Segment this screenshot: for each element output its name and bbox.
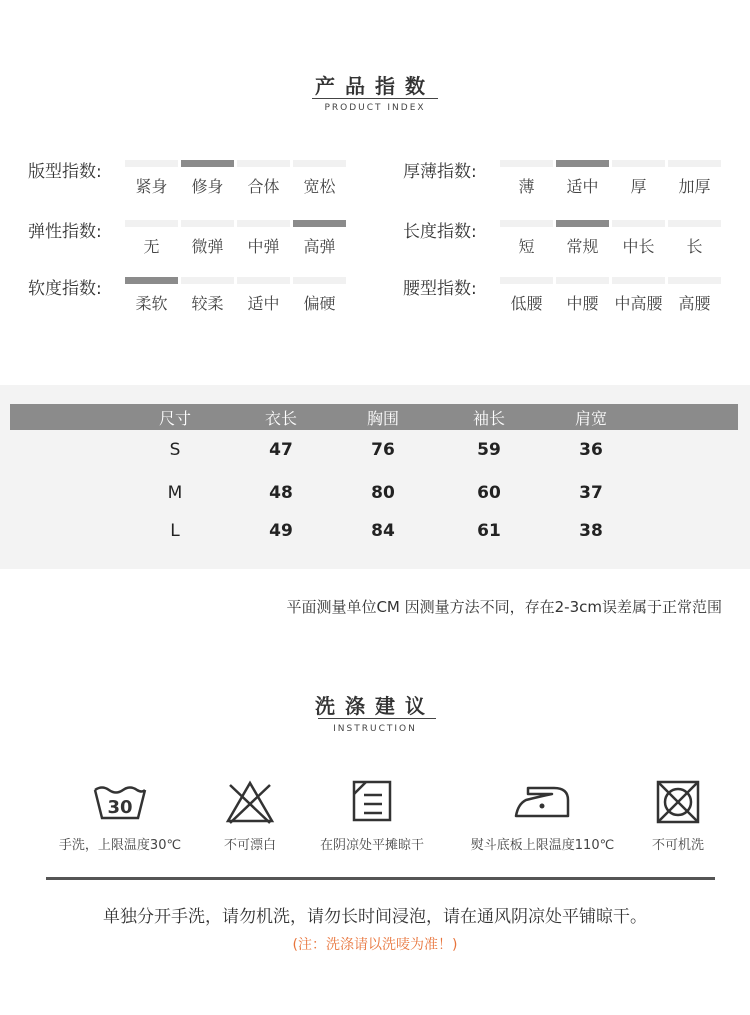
product-index-title: 产品指数 [315, 74, 435, 98]
index-bar [237, 220, 290, 227]
index-bar [293, 277, 346, 284]
index-option [125, 277, 178, 314]
index-bar [125, 160, 178, 167]
index-option [293, 160, 346, 197]
index-option [237, 220, 290, 257]
index-option-label: 常规 [566, 237, 599, 256]
index-option-label: 长 [686, 237, 703, 256]
index-option [612, 277, 665, 314]
index-label: 弹性指数: [28, 222, 102, 242]
care-label-dry-flat: 在阴凉处平摊晾干 [319, 838, 424, 853]
care-title-underline [318, 718, 436, 719]
index-option-label: 加厚 [678, 177, 711, 196]
index-option-label: 偏硬 [303, 294, 336, 313]
index-option-label: 适中 [247, 294, 280, 313]
index-bar [612, 220, 665, 227]
size-table-cell: 48 [269, 483, 293, 503]
index-bar-selected [556, 220, 609, 227]
index-option-label: 无 [143, 237, 160, 256]
index-bar [181, 277, 234, 284]
index-option [181, 277, 234, 314]
index-label: 长度指数: [403, 222, 477, 242]
index-option [237, 160, 290, 197]
size-table-cell: 47 [269, 440, 293, 460]
size-table-cell: 61 [477, 521, 501, 541]
index-option [500, 220, 553, 257]
index-option-label: 短 [518, 237, 535, 256]
index-option [181, 160, 234, 197]
index-option-label: 合体 [247, 177, 280, 196]
index-label: 腰型指数: [403, 279, 477, 299]
index-option-label: 中高腰 [614, 294, 663, 313]
index-bar [237, 160, 290, 167]
size-table-header: 胸围 [366, 409, 399, 428]
index-bar [293, 160, 346, 167]
index-option-label: 中长 [622, 237, 655, 256]
index-option-label: 中腰 [566, 294, 599, 313]
index-option [125, 220, 178, 257]
index-bar [668, 160, 721, 167]
index-option [612, 160, 665, 197]
care-label-no-bleach: 不可漂白 [223, 838, 276, 853]
index-option [668, 220, 721, 257]
index-bar [556, 277, 609, 284]
index-bar [668, 220, 721, 227]
index-option-label: 厚 [630, 177, 647, 196]
iron-110-icon [514, 784, 570, 820]
index-option [237, 277, 290, 314]
index-option-label: 低腰 [510, 294, 543, 313]
index-option-label: 修身 [191, 177, 224, 196]
index-option [668, 277, 721, 314]
index-option-label: 较柔 [191, 294, 224, 313]
index-option-label: 紧身 [135, 177, 168, 196]
index-bar [500, 277, 553, 284]
index-label: 厚薄指数: [403, 162, 477, 182]
index-bar-selected [125, 277, 178, 284]
index-option [556, 277, 609, 314]
size-table-cell: 37 [579, 483, 603, 503]
size-table-header: 尺寸 [158, 409, 191, 428]
index-option-label: 高弹 [303, 237, 336, 256]
index-bar-selected [556, 160, 609, 167]
no-machine-wash-icon [656, 780, 700, 824]
care-note: (注：洗涤请以洗唛为准！) [292, 937, 458, 953]
index-bar-selected [293, 220, 346, 227]
size-table-header: 衣长 [264, 409, 297, 428]
size-table-cell: 36 [579, 440, 603, 460]
index-option-label: 柔软 [135, 294, 168, 313]
index-bar [181, 220, 234, 227]
index-bar [668, 277, 721, 284]
product-index-subtitle: PRODUCT INDEX [324, 103, 426, 113]
index-option [556, 220, 609, 257]
care-divider [46, 877, 715, 880]
care-title: 洗涤建议 [315, 694, 435, 718]
care-subtitle: INSTRUCTION [333, 724, 417, 734]
index-option-label: 薄 [518, 177, 535, 196]
care-main-text: 单独分开手洗，请勿机洗，请勿长时间浸泡，请在通风阴凉处平铺晾干。 [103, 907, 647, 927]
index-option-label: 中弹 [247, 237, 280, 256]
size-table-cell: 76 [371, 440, 395, 460]
index-option [181, 220, 234, 257]
product-index-title-underline [312, 98, 438, 99]
size-table-cell: 38 [579, 521, 603, 541]
no-bleach-icon [225, 780, 275, 824]
index-bar [500, 220, 553, 227]
index-option [668, 160, 721, 197]
size-table-header: 袖长 [472, 409, 505, 428]
care-label-hand-wash: 手洗，上限温度30℃ [58, 838, 182, 853]
care-label-iron: 熨斗底板上限温度110℃ [470, 838, 615, 853]
size-table-header: 肩宽 [574, 409, 607, 428]
dry-flat-shade-icon [352, 780, 392, 822]
size-table-cell: S [169, 440, 181, 460]
index-option-label: 高腰 [678, 294, 711, 313]
hand-wash-temp-badge: 30 [107, 797, 133, 818]
size-table-cell: 60 [477, 483, 501, 503]
index-option-label: 微弹 [191, 237, 224, 256]
size-table-cell: 80 [371, 483, 395, 503]
size-table-cell: M [167, 483, 183, 503]
size-table-cell: 59 [477, 440, 501, 460]
index-option [500, 277, 553, 314]
index-label: 版型指数: [28, 162, 102, 182]
index-label: 软度指数: [28, 279, 102, 299]
hand-wash-30-icon [92, 782, 148, 822]
index-option [293, 220, 346, 257]
index-option [612, 220, 665, 257]
index-bar [125, 220, 178, 227]
size-table-cell: 84 [371, 521, 395, 541]
index-bar [612, 160, 665, 167]
index-bar [500, 160, 553, 167]
measurement-note: 平面测量单位CM 因测量方法不同，存在2-3cm误差属于正常范围 [286, 598, 722, 616]
index-bar [612, 277, 665, 284]
index-option-label: 适中 [566, 177, 599, 196]
size-table-cell: 49 [269, 521, 293, 541]
index-bar [237, 277, 290, 284]
index-option-label: 宽松 [303, 177, 336, 196]
index-bar-selected [181, 160, 234, 167]
index-option [125, 160, 178, 197]
index-option [556, 160, 609, 197]
index-option [500, 160, 553, 197]
index-option [293, 277, 346, 314]
size-table-cell: L [170, 521, 180, 541]
care-label-no-machine-wash: 不可机洗 [651, 838, 704, 853]
